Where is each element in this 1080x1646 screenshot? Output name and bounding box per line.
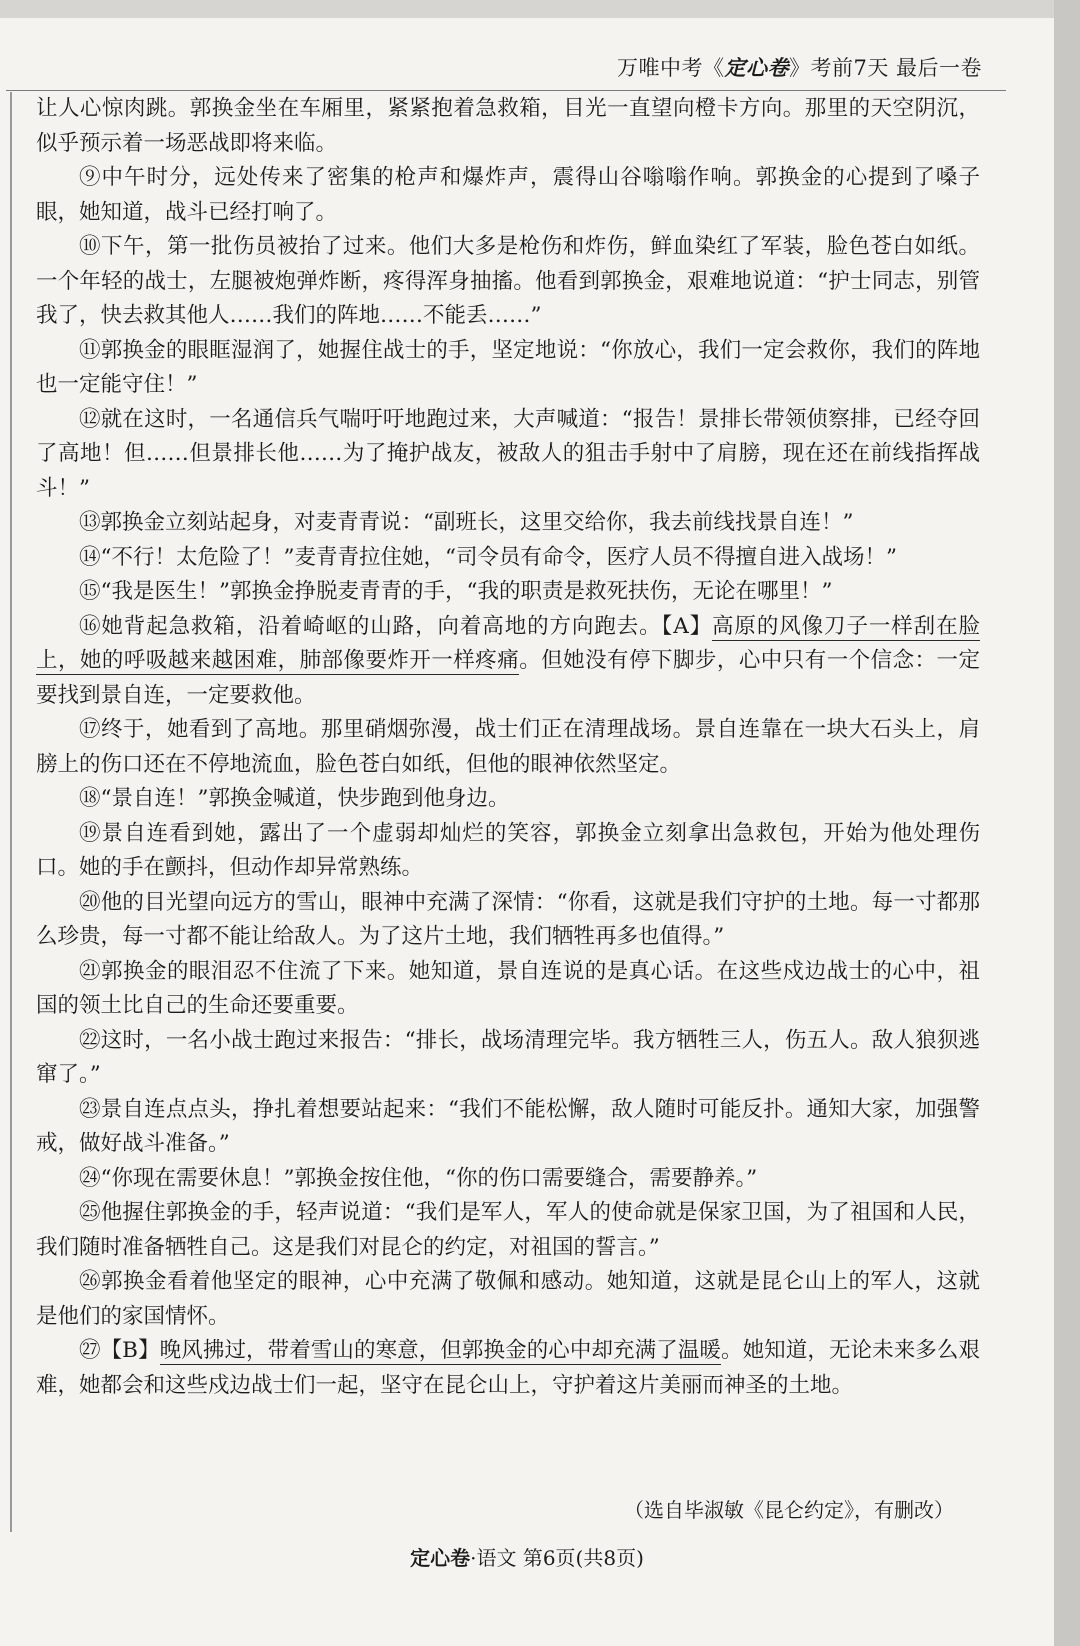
paragraph-27 [36,1334,980,1403]
paragraph-10: ⑩下午，第一批伤员被抬了过来。他们大多是枪伤和炸伤，鲜血染红了军装，脸色苍白如纸。一个年轻的战士，左腿被炮弹炸断，疼得浑身抽搐。他看到郭换金，艰难地说道：“护士同志，别管我了，快去救其他人……我们的阵地……不能丢……” [36,234,980,328]
paragraph-12: ⑫就在这时，一名通信兵气喘吁吁地跑过来，大声喊道：“报告！景排长带领侦察排，已经夺回了高地！但……但景排长他……为了掩护战友，被敌人的狙击手射中了肩膀，现在还在前线指挥战斗！” [36,406,980,501]
scan-right-edge [1054,0,1080,1646]
paragraph-15: ⑮“我是医生！”郭换金挣脱麦青青的手，“我的职责是救死扶伤，无论在哪里！” [79,579,833,604]
paragraph-17: ⑰终于，她看到了高地。那里硝烟弥漫，战士们正在清理战场。景自连靠在一块大石头上，肩膀上的伤口还在不停地流血，脸色苍白如纸，但他的眼神依然坚定。 [36,717,980,777]
paragraph-26: ㉖郭换金看着他坚定的眼神，心中充满了敬佩和感动。她知道，这就是昆仑山上的军人，这就是他们的家国情怀。 [36,1269,980,1329]
paragraph-continued: 让人心惊肉跳。郭换金坐在车厢里，紧紧抱着急救箱，目光一直望向橙卡方向。那里的天空阴沉，似乎预示着一场恶战即将来临。 [36,96,980,156]
paragraph-16-lead: ⑯她背起急救箱，沿着崎岖的山路，向着高地的方向跑去。【A】 [79,613,713,639]
paragraph-25: ㉕他握住郭换金的手，轻声说道：“我们是军人，军人的使命就是保家卫国，为了祖国和人民，我们随时准备牺牲自己。这是我们对昆仑的约定，对祖国的誓言。” [36,1200,980,1260]
reading-passage [36,92,980,1403]
paragraph-19: ⑲景自连看到她，露出了一个虚弱却灿烂的笑容，郭换金立刻拿出急救包，开始为他处理伤口。她的手在颤抖，但动作却异常熟练。 [36,820,980,880]
page-header [617,52,982,82]
footer-page-info: ·语文 第6页(共8页) [470,1546,644,1570]
paragraph-24: ㉔“你现在需要休息！”郭换金按住他，“你的伤口需要缝合，需要静养。” [79,1165,758,1191]
header-suffix: 》考前7天 最后一卷 [788,56,982,80]
source-citation: （选自毕淑敏《昆仑约定》，有删改） [624,1498,954,1522]
paragraph-9: ⑨中午时分，远处传来了密集的枪声和爆炸声，震得山谷嗡嗡作响。郭换金的心提到了嗓子眼，她知道，战斗已经打响了。 [36,165,980,225]
paragraph-14: ⑭“不行！太危险了！”麦青青拉住她，“司令员有命令，医疗人员不得擅自进入战场！” [79,544,897,570]
footer-brand: 定心卷 [410,1546,471,1570]
header-prefix: 万唯中考《 [616,56,725,80]
underlined-sentence-b: 晚风拂过，带着雪山的寒意，但郭换金的心中却充满了温暖 [159,1338,721,1363]
paragraph-27-lead: ㉗【B】 [79,1338,160,1363]
margin-line [10,92,12,1532]
paragraph-16-tail: 。但她没有停下脚步，心中只有一个信念：一定要找到景自连，一定要救他。 [36,648,980,708]
paragraph-16 [36,610,980,714]
paragraph-22: ㉒这时，一名小战士跑过来报告：“排长，战场清理完毕。我方牺牲三人，伤五人。敌人狼狈逃窜了。” [36,1027,980,1087]
paragraph-13: ⑬郭换金立刻站起身，对麦青青说：“副班长，这里交给你，我去前线找景自连！” [79,510,854,535]
underlined-sentence-a: 高原的风像刀子一样刮在脸上，她的呼吸越来越困难，肺部像要炸开一样疼痛 [36,613,980,673]
header-brand: 定心卷 [724,55,789,80]
paragraph-18: ⑱“景自连！”郭换金喊道，快步跑到他身边。 [79,786,510,811]
paragraph-23: ㉓景自连点点头，挣扎着想要站起来：“我们不能松懈，敌人随时可能反扑。通知大家，加强警戒，做好战斗准备。” [36,1096,980,1156]
paragraph-21: ㉑郭换金的眼泪忍不住流了下来。她知道，景自连说的是真心话。在这些戍边战士的心中，祖国的领土比自己的生命还要重要。 [36,958,980,1018]
page-footer [0,1542,1054,1571]
header-rule [6,90,1006,91]
paragraph-27-tail: 。她知道，无论未来多么艰难，她都会和这些戍边战士们一起，坚守在昆仑山上，守护着这片美丽而神圣的土地。 [36,1338,980,1398]
paragraph-11: ⑪郭换金的眼眶湿润了，她握住战士的手，坚定地说：“你放心，我们一定会救你，我们的阵地也一定能守住！” [36,337,980,397]
scan-top-edge [0,0,1080,18]
paragraph-20: ⑳他的目光望向远方的雪山，眼神中充满了深情：“你看，这就是我们守护的土地。每一寸都那么珍贵，每一寸都不能让给敌人。为了这片土地，我们牺牲再多也值得。” [36,889,980,949]
